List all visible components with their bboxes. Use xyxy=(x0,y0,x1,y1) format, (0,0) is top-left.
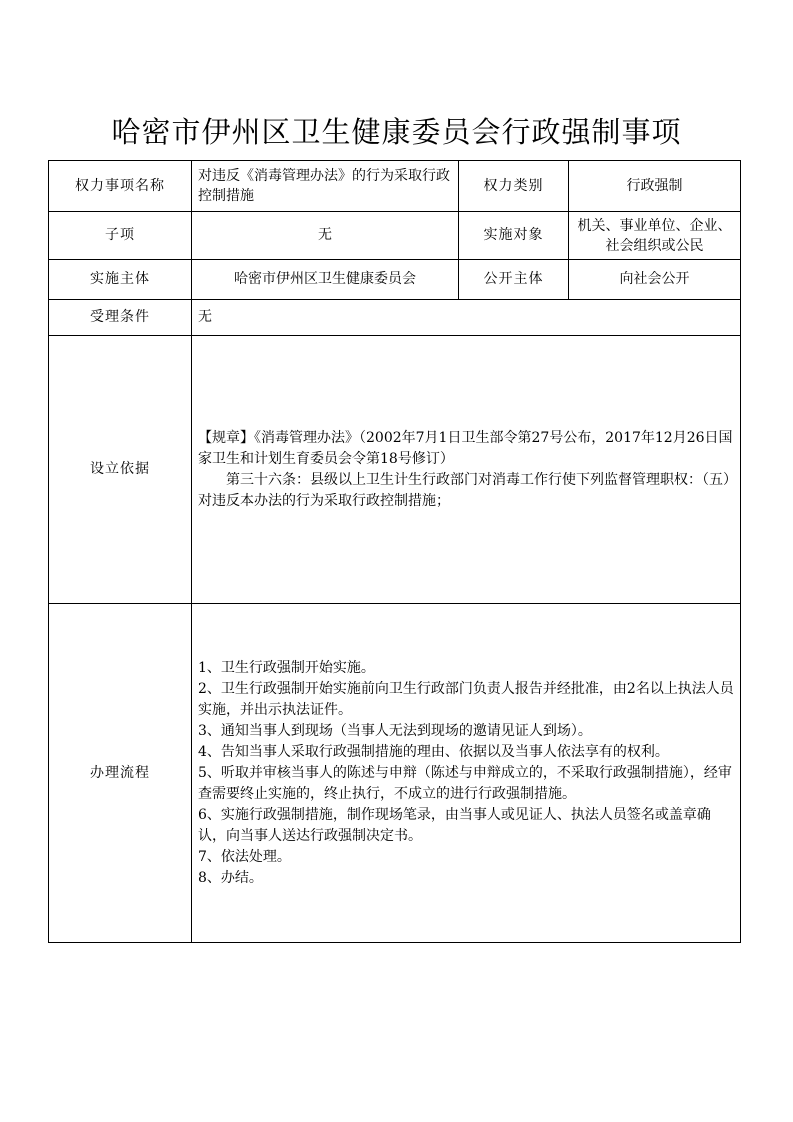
target-value: 机关、事业单位、企业、社会组织或公民 xyxy=(569,212,741,260)
subject-label: 实施主体 xyxy=(49,260,192,300)
process-step: 8、办结。 xyxy=(198,869,263,886)
row-conditions xyxy=(49,300,741,336)
enforcement-item-table xyxy=(48,160,741,943)
process-step: 1、卫生行政强制开始实施。 xyxy=(198,659,375,676)
row-basis xyxy=(49,336,741,604)
row-item-name xyxy=(49,161,741,212)
item-name-value: 对违反《消毒管理办法》的行为采取行政控制措施 xyxy=(192,161,459,212)
process-step: 5、听取并审核当事人的陈述与申辩（陈述与申辩成立的，不采取行政强制措施），经审查需要终止实施的，终止执行，不成立的进行行政强制措施。 xyxy=(198,764,732,802)
process-step: 4、告知当事人采取行政强制措施的理由、依据以及当事人依法享有的权利。 xyxy=(198,743,669,760)
basis-label: 设立依据 xyxy=(49,336,192,604)
process-step: 7、依法处理。 xyxy=(198,848,291,865)
subitem-label: 子项 xyxy=(49,212,192,260)
conditions-value: 无 xyxy=(192,300,741,336)
row-process xyxy=(49,604,741,943)
process-label: 办理流程 xyxy=(49,604,192,943)
page-title: 哈密市伊州区卫生健康委员会行政强制事项 xyxy=(111,115,682,149)
public-label: 公开主体 xyxy=(459,260,569,300)
basis-regulation: 【规章】《消毒管理办法》（2002年7月1日卫生部令第27号公布，2017年12月26日国家卫生和计划生育委员会令第18号修订） xyxy=(198,429,733,467)
process-step: 2、卫生行政强制开始实施前向卫生行政部门负责人报告并经批准，由2名以上执法人员实施，并出示执法证件。 xyxy=(198,680,734,718)
process-step: 3、通知当事人到现场（当事人无法到现场的邀请见证人到场）。 xyxy=(198,722,592,739)
item-name-label: 权力事项名称 xyxy=(49,161,192,212)
subitem-value: 无 xyxy=(192,212,459,260)
row-subitem xyxy=(49,212,741,260)
subject-value: 哈密市伊州区卫生健康委员会 xyxy=(192,260,459,300)
process-step: 6、实施行政强制措施，制作现场笔录，由当事人或见证人、执法人员签名或盖章确认，向当事人送达行政强制决定书。 xyxy=(198,806,711,844)
category-value: 行政强制 xyxy=(569,161,741,212)
conditions-label: 受理条件 xyxy=(49,300,192,336)
basis-value xyxy=(192,336,741,604)
basis-article: 第三十六条：县级以上卫生计生行政部门对消毒工作行使下列监督管理职权：（五）对违反本办法的行为采取行政控制措施； xyxy=(198,471,730,509)
process-steps xyxy=(192,604,741,943)
category-label: 权力类别 xyxy=(459,161,569,212)
public-value: 向社会公开 xyxy=(569,260,741,300)
row-subject xyxy=(49,260,741,300)
target-label: 实施对象 xyxy=(459,212,569,260)
